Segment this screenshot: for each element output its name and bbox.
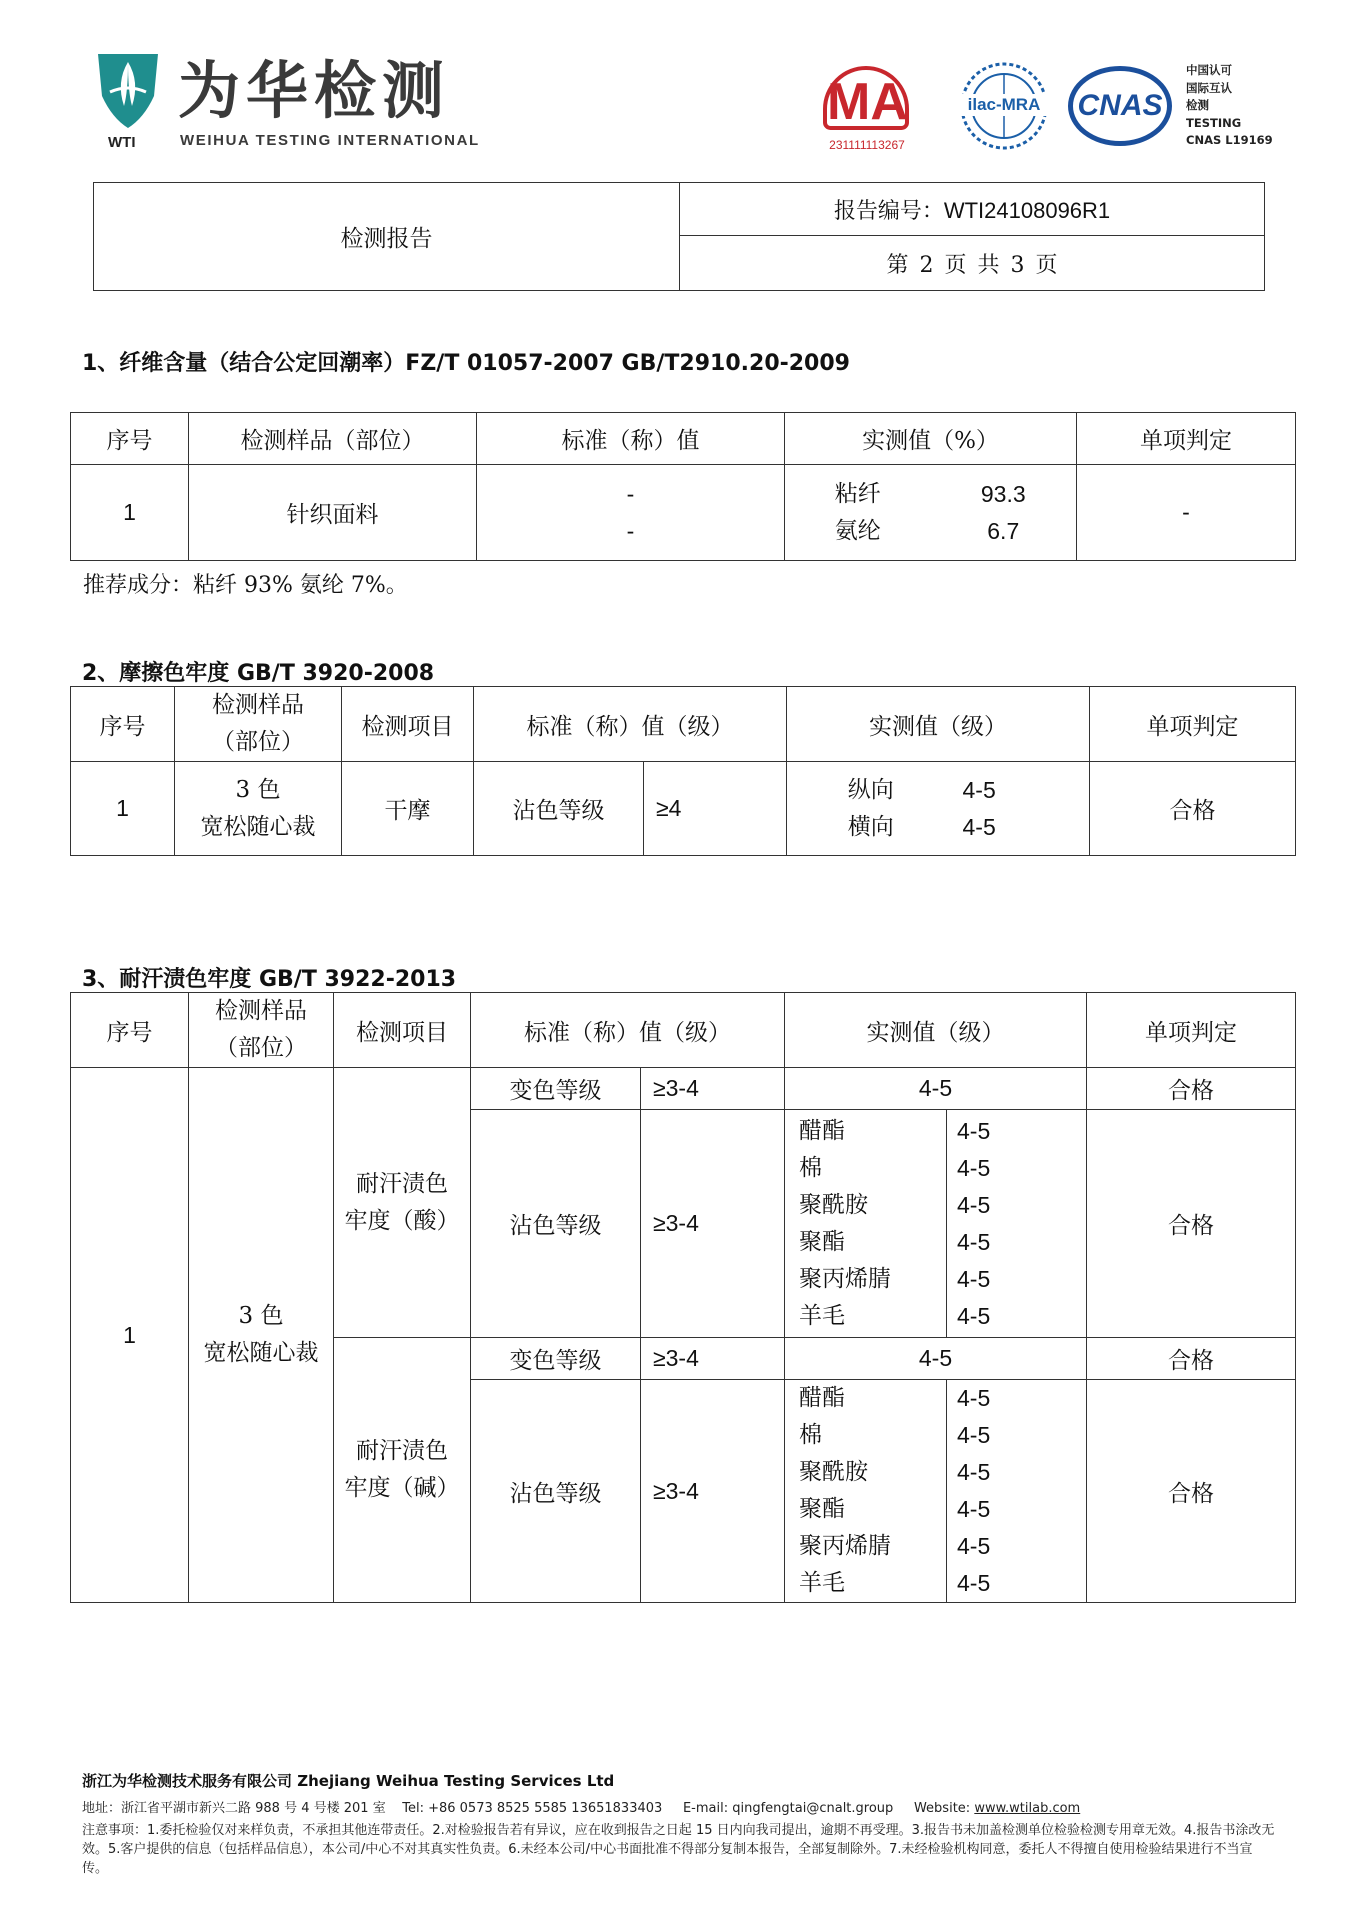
footer-company: 浙江为华检测技术服务有限公司 Zhejiang Weihua Testing Services Ltd: [82, 1772, 615, 1790]
alkali-stain-std: ≥3-4: [641, 1380, 785, 1603]
acid-change-verdict: 合格: [1087, 1068, 1296, 1110]
header-verdict: 单项判定: [1077, 413, 1296, 465]
fiber-value: 6.7: [987, 517, 1020, 544]
report-title: 检测报告: [94, 183, 680, 291]
row-standard: ≥4: [644, 762, 787, 856]
header-no: 序号: [71, 993, 189, 1068]
cnas-side-line: CNAS L19169: [1186, 133, 1273, 147]
acid-fibers: [785, 1110, 947, 1338]
row-values: [931, 465, 1077, 561]
row-item: 干摩: [342, 762, 474, 856]
page-indicator: 第 2 页 共 3 页: [680, 236, 1265, 291]
header-item: 检测项目: [334, 993, 471, 1068]
sample-line: 3 色: [238, 1303, 284, 1329]
table-row: [71, 1068, 1296, 1110]
alkali-change-std: ≥3-4: [641, 1338, 785, 1380]
header-standard: 标准（称）值: [477, 413, 785, 465]
row-no: 1: [71, 465, 189, 561]
logo-chinese-name: 为华检测: [178, 54, 451, 127]
fiber-value: 4-5: [957, 1265, 991, 1292]
item-line: 牢度（酸）: [344, 1207, 460, 1234]
acid-values: [947, 1110, 1087, 1338]
footer-contact: [82, 1797, 1277, 1816]
footer-email: E-mail: qingfengtai@cnalt.group: [682, 1801, 894, 1816]
header-no: 序号: [71, 687, 175, 762]
fiber-name: 聚酯: [799, 1496, 845, 1522]
header-measured: 实测值（级）: [787, 687, 1090, 762]
item-line: 耐汗渍色: [356, 1438, 448, 1464]
sample-line: 3 色: [235, 776, 281, 803]
alkali-change-value: 4-5: [785, 1338, 1087, 1380]
header-item: 检测项目: [342, 687, 474, 762]
header-measured: 实测值（%）: [785, 413, 1077, 465]
fiber-name: 聚酰胺: [799, 1459, 868, 1485]
logo-english-name: WEIHUA TESTING INTERNATIONAL: [180, 132, 480, 149]
cnas-side-line: 检测: [1186, 98, 1209, 112]
alkali-stain-type: 沾色等级: [471, 1380, 641, 1603]
acid-stain-verdict: 合格: [1087, 1110, 1296, 1338]
cma-text: MA: [823, 66, 909, 130]
header-no: 序号: [71, 413, 189, 465]
fiber-name: 醋酯: [799, 1117, 845, 1144]
footer: [82, 1770, 1277, 1878]
footer-website-link[interactable]: www.wtilab.com: [974, 1801, 1081, 1816]
fiber-name: 聚酯: [799, 1228, 845, 1255]
header-sample-line: （部位）: [215, 1035, 307, 1061]
row-directions: [787, 762, 955, 856]
row-standard: [477, 465, 785, 561]
alkali-stain-verdict: 合格: [1087, 1380, 1296, 1603]
row-verdict: 合格: [1090, 762, 1296, 856]
header-standard: 标准（称）值（级）: [474, 687, 787, 762]
header-sample-line: （部位）: [212, 729, 304, 755]
row-sample: [175, 762, 342, 856]
perspiration-fastness-table: [70, 992, 1296, 1603]
cnas-side-line: TESTING: [1186, 115, 1242, 130]
fiber-value: 4-5: [957, 1570, 991, 1596]
fiber-value: 4-5: [957, 1533, 991, 1559]
direction-value: 4-5: [962, 813, 996, 840]
cma-mark: [817, 66, 917, 158]
alkali-change-verdict: 合格: [1087, 1338, 1296, 1380]
fiber-name: 聚丙烯腈: [799, 1533, 891, 1559]
fiber-value: 4-5: [957, 1117, 991, 1144]
acid-change-value: 4-5: [785, 1068, 1087, 1110]
table-row: [71, 762, 1296, 856]
fiber-name: 棉: [799, 1422, 822, 1448]
row-grade-type: 沾色等级: [474, 762, 644, 856]
footer-notes: 注意事项：1.委托检验仅对来样负责，不承担其他连带责任。2.对检验报告若有异议，应在收到报告之日起 15 日内向我司提出，逾期不再受理。3.报告书未加盖检测单位检验检测专用章无效。4.报告书涂改无效。5.客户提供的信息（包括样品信息），本公司/中心不对其真实性负责。6.未经本公司/中心书面批准不得部分复制本报告，全部复制除外。7.未经检验机构同意，委托人不得擅自使用检验结果进行不当宣传。: [82, 1823, 1275, 1876]
row-verdict: -: [1077, 465, 1296, 561]
direction: 纵向: [847, 776, 894, 803]
report-box: [93, 182, 1265, 291]
report-number-label: 报告编号：: [833, 198, 944, 224]
row-values: [955, 762, 1090, 856]
footer-address: 地址：浙江省平湖市新兴二路 988 号 4 号楼 201 室: [82, 1801, 386, 1816]
std-value: -: [626, 480, 635, 507]
std-value: -: [626, 517, 635, 544]
header-verdict: 单项判定: [1087, 993, 1296, 1068]
row-no: 1: [71, 1068, 189, 1603]
acid-change-type: 变色等级: [471, 1068, 641, 1110]
wti-shield-icon: [94, 52, 162, 130]
row-sample: 针织面料: [189, 465, 477, 561]
acid-item: [334, 1068, 471, 1338]
acid-stain-std: ≥3-4: [641, 1110, 785, 1338]
recommended-composition: 推荐成分：粘纤 93% 氨纶 7%。: [83, 573, 408, 598]
company-logo: [94, 52, 514, 152]
fiber-value: 93.3: [980, 480, 1026, 507]
fiber-name: 醋酯: [799, 1385, 845, 1411]
ilac-mra-mark: [958, 60, 1050, 152]
fiber-name: 聚酰胺: [799, 1191, 868, 1218]
fiber-value: 4-5: [957, 1191, 991, 1218]
fiber-name: 羊毛: [799, 1302, 845, 1329]
ilac-text: ilac-MRA: [958, 94, 1050, 116]
item-line: 耐汗渍色: [356, 1170, 448, 1197]
row-fibers: [785, 465, 931, 561]
fiber-value: 4-5: [957, 1302, 991, 1329]
fiber-name: 粘纤: [834, 480, 881, 507]
table-row: [71, 465, 1296, 561]
fiber-content-table: [70, 412, 1296, 561]
header-measured: 实测值（级）: [785, 993, 1087, 1068]
sample-line: 宽松随心裁: [200, 813, 316, 840]
cnas-mark: [1068, 62, 1278, 154]
logo-abbr: WTI: [108, 134, 136, 151]
cnas-side-line: 中国认可: [1186, 63, 1232, 77]
header-verdict: 单项判定: [1090, 687, 1296, 762]
report-number-value: WTI24108096R1: [943, 197, 1111, 223]
footer-tel: Tel: +86 0573 8525 5585 13651833403: [402, 1801, 663, 1816]
header-sample: [189, 993, 334, 1068]
footer-website-label: Website:: [913, 1801, 975, 1816]
direction-value: 4-5: [962, 776, 996, 803]
alkali-change-type: 变色等级: [471, 1338, 641, 1380]
alkali-item: [334, 1338, 471, 1603]
header-standard: 标准（称）值（级）: [471, 993, 785, 1068]
alkali-fibers: [785, 1380, 947, 1603]
header-sample-line: 检测样品: [212, 692, 304, 718]
section3-heading: 3、耐汗渍色牢度 GB/T 3922-2013: [82, 967, 457, 992]
cnas-text: CNAS: [1068, 66, 1172, 146]
cma-number: 231111113267: [829, 138, 905, 152]
header-sample-line: 检测样品: [215, 998, 307, 1024]
acid-change-std: ≥3-4: [641, 1068, 785, 1110]
direction: 横向: [847, 813, 894, 840]
report-number: [680, 183, 1265, 236]
header-sample: [175, 687, 342, 762]
fiber-value: 4-5: [957, 1154, 991, 1181]
header-sample: 检测样品（部位）: [189, 413, 477, 465]
rubbing-fastness-table: [70, 686, 1296, 856]
section2-heading: 2、摩擦色牢度 GB/T 3920-2008: [82, 661, 435, 686]
sample-line: 宽松随心裁: [203, 1340, 319, 1366]
item-line: 牢度（碱）: [344, 1475, 460, 1501]
fiber-value: 4-5: [957, 1496, 991, 1522]
row-no: 1: [71, 762, 175, 856]
alkali-values: [947, 1380, 1087, 1603]
fiber-value: 4-5: [957, 1422, 991, 1448]
cnas-side-line: 国际互认: [1186, 80, 1232, 95]
acid-stain-type: 沾色等级: [471, 1110, 641, 1338]
section1-heading: 1、纤维含量（结合公定回潮率）FZ/T 01057-2007 GB/T2910.20-2009: [82, 351, 850, 376]
fiber-value: 4-5: [957, 1385, 991, 1411]
fiber-name: 聚丙烯腈: [799, 1265, 891, 1292]
fiber-value: 4-5: [957, 1228, 991, 1255]
fiber-name: 羊毛: [799, 1570, 845, 1596]
fiber-name: 棉: [799, 1154, 822, 1181]
row-sample: [189, 1068, 334, 1603]
cnas-side-text: [1186, 62, 1273, 150]
fiber-name: 氨纶: [834, 517, 881, 544]
fiber-value: 4-5: [957, 1459, 991, 1485]
